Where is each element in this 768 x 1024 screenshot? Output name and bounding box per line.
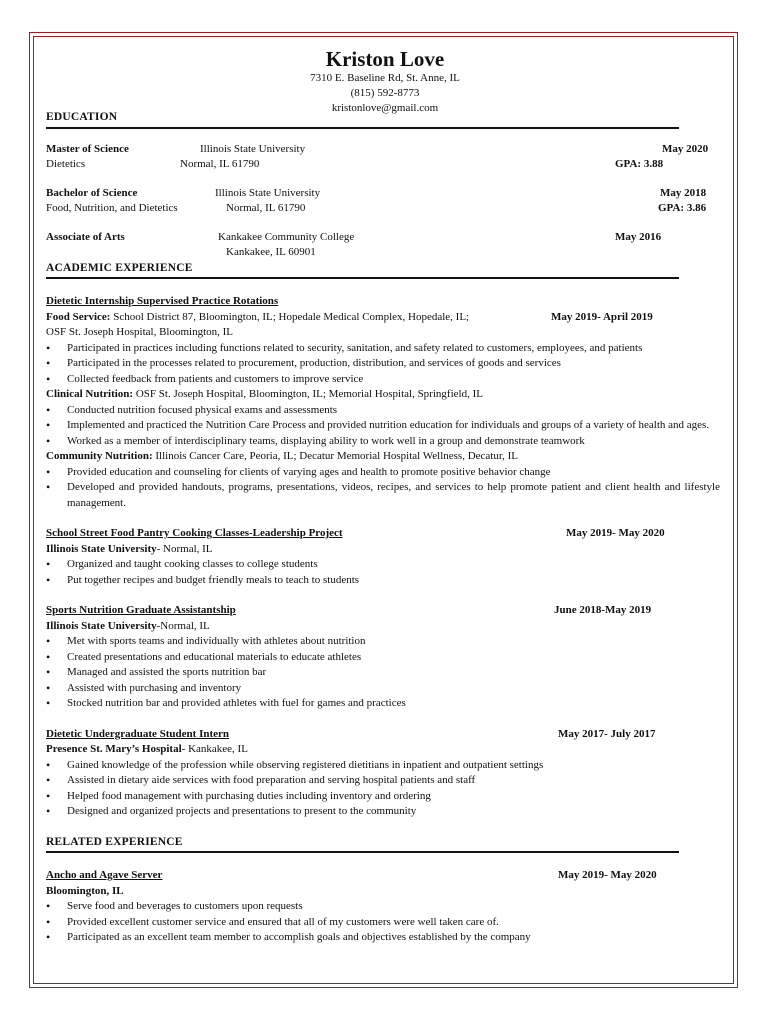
education-entry <box>46 142 724 158</box>
pantry-title-row <box>46 526 724 542</box>
school-location: Normal, IL 61790 <box>226 202 306 214</box>
education-entry-detail <box>46 245 724 261</box>
school-location: Kankakee, IL 60901 <box>226 246 316 258</box>
clinical-nutrition-label: Clinical Nutrition: <box>46 388 134 400</box>
degree-name: Master of Science <box>46 142 129 155</box>
list-item: • Collected feedback from patients and customers to improve service <box>46 372 724 388</box>
intern-title-row <box>46 727 724 743</box>
internship-title: Dietetic Internship Supervised Practice Rotations <box>46 295 279 307</box>
list-item: • Participated as an excellent team member to accomplish goals and objectives established by the company <box>46 930 724 946</box>
sports-title-row <box>46 603 724 619</box>
list-item: • Managed and assisted the sports nutrition bar <box>46 665 724 681</box>
degree-date: May 2020 <box>662 142 709 155</box>
community-bullets <box>46 465 724 512</box>
intern-org: Presence St. Mary’s Hospital <box>46 743 182 755</box>
school-location: Normal, IL 61790 <box>180 158 260 170</box>
list-item: • Stocked nutrition bar and provided athletes with fuel for games and practices <box>46 696 724 712</box>
degree-name: Associate of Arts <box>46 230 125 243</box>
list-item: • Organized and taught cooking classes to college students <box>46 557 724 573</box>
food-service-sites: School District 87, Bloomington, IL; Hopedale Medical Complex, Hopedale, IL; <box>110 310 470 323</box>
gpa: GPA: 3.88 <box>615 158 664 170</box>
food-service-label: Food Service: <box>46 310 111 323</box>
sports-title: Sports Nutrition Graduate Assistantship <box>46 604 236 616</box>
list-item: • Gained knowledge of the profession while observing registered dietitians in inpatient and outpatient settings <box>46 758 724 774</box>
sports-org-line <box>46 619 724 635</box>
community-nutrition-line <box>46 449 724 465</box>
degree-date: May 2016 <box>615 230 662 243</box>
school-name: Illinois State University <box>200 142 306 155</box>
candidate-name: Kriston Love <box>325 47 445 71</box>
email: kristonlove@gmail.com <box>331 102 439 114</box>
intern-org-line <box>46 742 724 758</box>
list-item: • Provided excellent customer service and ensured that all of my customers were well taken care of. <box>46 915 724 931</box>
education-heading: EDUCATION <box>46 110 679 129</box>
community-nutrition-label: Community Nutrition: <box>46 450 153 462</box>
phone: (815) 592-8773 <box>350 87 420 99</box>
list-item: • Serve food and beverages to customers upon requests <box>46 899 724 915</box>
sports-bullets <box>46 634 724 712</box>
list-item: • Helped food management with purchasing duties including inventory and ordering <box>46 789 724 805</box>
education-entry <box>46 186 724 202</box>
degree-field: Dietetics <box>46 158 86 170</box>
address: 7310 E. Baseline Rd, St. Anne, IL <box>310 72 460 84</box>
pantry-org: Illinois State University <box>46 542 157 555</box>
education-entry-detail <box>46 157 724 173</box>
food-service-line <box>46 310 724 326</box>
pantry-date: May 2019- May 2020 <box>566 527 665 539</box>
list-item: • Provided education and counseling for clients of varying ages and health to promote positive behavior change <box>46 465 724 481</box>
sports-date: June 2018-May 2019 <box>554 604 652 616</box>
gpa: GPA: 3.86 <box>658 202 707 214</box>
clinical-bullets <box>46 403 724 450</box>
list-item: • Conducted nutrition focused physical exams and assessments <box>46 403 724 419</box>
list-item: • Developed and provided handouts, programs, presentations, videos, recipes, and services to help promote patient and client health and lifestyle management. <box>46 480 724 511</box>
server-bullets <box>46 899 724 946</box>
list-item: • Participated in the processes related to procurement, production, distribution, and services of goods and services <box>46 356 724 372</box>
server-title-row <box>46 868 724 884</box>
food-service-sites-cont: OSF St. Joseph Hospital, Bloomington, IL <box>46 326 234 338</box>
sports-org: Illinois State University <box>46 619 157 632</box>
academic-heading: ACADEMIC EXPERIENCE <box>46 261 679 280</box>
intern-org-location: - Kankakee, IL <box>181 743 248 755</box>
pantry-title: School Street Food Pantry Cooking Classes-Leadership Project <box>46 527 343 539</box>
clinical-nutrition-sites: OSF St. Joseph Hospital, Bloomington, IL; Memorial Hospital, Springfield, IL <box>133 388 483 400</box>
internship-date: May 2019- April 2019 <box>551 310 653 323</box>
food-service-bullets <box>46 341 724 388</box>
list-item: • Worked as a member of interdisciplinary teams, displaying ability to work well in a group and demonstrate teamwork <box>46 434 724 450</box>
clinical-nutrition-line <box>46 387 724 403</box>
intern-date: May 2017- July 2017 <box>558 727 656 740</box>
resume <box>46 47 724 946</box>
education-entry-detail <box>46 201 724 217</box>
list-item: • Implemented and practiced the Nutrition Care Process and provided nutrition education for individuals and groups of a variety of health and ages. <box>46 418 724 434</box>
related-heading: RELATED EXPERIENCE <box>46 835 679 854</box>
server-date: May 2019- May 2020 <box>558 869 657 881</box>
list-item: • Assisted with purchasing and inventory <box>46 681 724 697</box>
intern-bullets <box>46 758 724 820</box>
list-item: • Created presentations and educational materials to educate athletes <box>46 650 724 666</box>
pantry-bullets <box>46 557 724 588</box>
list-item: • Assisted in dietary aide services with food preparation and serving hospital patients and staff <box>46 773 724 789</box>
sports-org-location: -Normal, IL <box>156 619 210 632</box>
list-item: • Put together recipes and budget friendly meals to teach to students <box>46 573 724 589</box>
list-item: • Met with sports teams and individually with athletes about nutrition <box>46 634 724 650</box>
list-item: • Participated in practices including functions related to security, sanitation, and safety related to customers, employees, and patients <box>46 341 724 357</box>
education-entry <box>46 230 724 246</box>
server-title: Ancho and Agave Server <box>46 869 163 881</box>
server-location: Bloomington, IL <box>46 884 124 897</box>
pantry-org-location: - Normal, IL <box>156 542 213 555</box>
degree-field: Food, Nutrition, and Dietetics <box>46 202 178 214</box>
pantry-org-line <box>46 542 724 558</box>
list-item: • Designed and organized projects and presentations to present to the community <box>46 804 724 820</box>
school-name: Illinois State University <box>215 186 321 199</box>
community-nutrition-sites: Illinois Cancer Care, Peoria, IL; Decatur Memorial Hospital Wellness, Decatur, IL <box>152 450 518 462</box>
intern-title: Dietetic Undergraduate Student Intern <box>46 727 230 740</box>
school-name: Kankakee Community College <box>218 230 355 243</box>
degree-date: May 2018 <box>660 186 707 199</box>
degree-name: Bachelor of Science <box>46 186 138 199</box>
